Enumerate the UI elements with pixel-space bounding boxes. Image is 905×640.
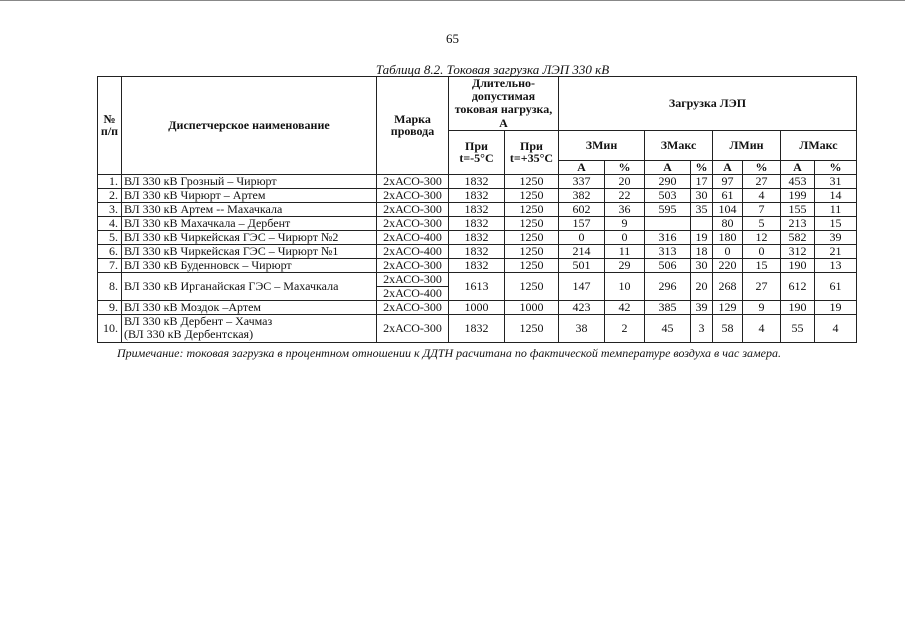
zmax-a: 595 (645, 202, 691, 216)
zmax-pct: 39 (691, 300, 713, 314)
current-plus35: 1250 (505, 314, 559, 342)
zmax-pct: 3 (691, 314, 713, 342)
zmin-a: 157 (559, 216, 605, 230)
lmin-pct: 27 (743, 272, 781, 300)
lmin-pct: 9 (743, 300, 781, 314)
zmax-a: 506 (645, 258, 691, 272)
zmin-a: 602 (559, 202, 605, 216)
header-unit-a: А (713, 160, 743, 174)
zmax-pct: 20 (691, 272, 713, 300)
lmin-a: 268 (713, 272, 743, 300)
line-name: ВЛ 330 кВ Ирганайская ГЭС – Махачкала (122, 272, 377, 300)
table-row (98, 216, 857, 230)
zmax-a: 45 (645, 314, 691, 342)
lmin-a: 104 (713, 202, 743, 216)
lmax-pct: 11 (815, 202, 857, 216)
zmin-a: 0 (559, 230, 605, 244)
header-unit-pct: % (605, 160, 645, 174)
header-zmax: ЗМакс (645, 130, 713, 160)
lmin-a: 220 (713, 258, 743, 272)
lmin-pct: 0 (743, 244, 781, 258)
current-minus5: 1832 (449, 258, 505, 272)
line-name: ВЛ 330 кВ Буденновск – Чирюрт (122, 258, 377, 272)
lmax-pct: 61 (815, 272, 857, 300)
lmin-pct: 12 (743, 230, 781, 244)
wire-type: 2хАСО-400 (377, 286, 449, 300)
lmin-a: 97 (713, 174, 743, 188)
row-number: 5. (98, 230, 122, 244)
line-name: ВЛ 330 кВ Махачкала – Дербент (122, 216, 377, 230)
lmax-a: 190 (781, 300, 815, 314)
current-minus5: 1832 (449, 230, 505, 244)
zmax-pct: 30 (691, 258, 713, 272)
row-number: 10. (98, 314, 122, 342)
zmax-a: 503 (645, 188, 691, 202)
line-name (122, 314, 377, 342)
lmax-a: 312 (781, 244, 815, 258)
wire-type: 2хАСО-300 (377, 300, 449, 314)
table-row (98, 300, 857, 314)
header-name: Диспетчерское наименование (122, 77, 377, 175)
zmin-a: 501 (559, 258, 605, 272)
lmin-pct: 7 (743, 202, 781, 216)
zmin-pct: 42 (605, 300, 645, 314)
current-minus5: 1832 (449, 174, 505, 188)
zmax-a: 313 (645, 244, 691, 258)
header-load: Загрузка ЛЭП (559, 77, 857, 131)
wire-type: 2хАСО-300 (377, 272, 449, 286)
zmax-a: 316 (645, 230, 691, 244)
lmin-pct: 15 (743, 258, 781, 272)
current-minus5: 1832 (449, 202, 505, 216)
zmax-pct: 35 (691, 202, 713, 216)
lmax-a: 190 (781, 258, 815, 272)
line-name: ВЛ 330 кВ Грозный – Чирюрт (122, 174, 377, 188)
header-wire: Марка провода (377, 77, 449, 175)
wire-type: 2хАСО-300 (377, 216, 449, 230)
wire-type: 2хАСО-300 (377, 202, 449, 216)
lmin-a: 0 (713, 244, 743, 258)
lmax-a: 453 (781, 174, 815, 188)
wire-type: 2хАСО-300 (377, 314, 449, 342)
lmin-pct: 4 (743, 188, 781, 202)
header-at-minus5: При t=-5°С (449, 130, 505, 174)
wire-type: 2хАСО-300 (377, 188, 449, 202)
lmax-pct: 15 (815, 216, 857, 230)
lmax-pct: 14 (815, 188, 857, 202)
zmax-pct: 17 (691, 174, 713, 188)
current-plus35: 1250 (505, 174, 559, 188)
lmin-a: 180 (713, 230, 743, 244)
lmin-a: 129 (713, 300, 743, 314)
lmax-a: 55 (781, 314, 815, 342)
zmin-pct: 11 (605, 244, 645, 258)
zmin-a: 337 (559, 174, 605, 188)
row-number: 6. (98, 244, 122, 258)
zmax-a: 290 (645, 174, 691, 188)
line-name: ВЛ 330 кВ Чиркейская ГЭС – Чирюрт №1 (122, 244, 377, 258)
line-name: ВЛ 330 кВ Чиркейская ГЭС – Чирюрт №2 (122, 230, 377, 244)
wire-type: 2хАСО-300 (377, 174, 449, 188)
current-plus35: 1000 (505, 300, 559, 314)
header-allowed: Длительно-допустимая токовая нагрузка, А (449, 77, 559, 131)
table-row (98, 202, 857, 216)
lmax-pct: 4 (815, 314, 857, 342)
wire-type: 2хАСО-400 (377, 230, 449, 244)
table-row (98, 188, 857, 202)
load-table (97, 76, 857, 343)
lmax-pct: 31 (815, 174, 857, 188)
header-at-plus35: При t=+35°С (505, 130, 559, 174)
current-minus5: 1832 (449, 216, 505, 230)
lmin-pct: 4 (743, 314, 781, 342)
row-number: 9. (98, 300, 122, 314)
table-row (98, 244, 857, 258)
header-unit-pct: % (743, 160, 781, 174)
row-number: 1. (98, 174, 122, 188)
zmin-a: 38 (559, 314, 605, 342)
zmin-pct: 20 (605, 174, 645, 188)
table-row (98, 174, 857, 188)
current-minus5: 1832 (449, 314, 505, 342)
table-caption: Таблица 8.2. Токовая загрузка ЛЭП 330 кВ (375, 62, 610, 77)
current-plus35: 1250 (505, 216, 559, 230)
line-name: ВЛ 330 кВ Моздок –Артем (122, 300, 377, 314)
lmax-a: 582 (781, 230, 815, 244)
zmin-a: 147 (559, 272, 605, 300)
zmax-a: 385 (645, 300, 691, 314)
lmax-a: 199 (781, 188, 815, 202)
zmin-pct: 0 (605, 230, 645, 244)
table-row (98, 272, 857, 286)
header-lmin: ЛМин (713, 130, 781, 160)
zmin-a: 423 (559, 300, 605, 314)
lmin-a: 80 (713, 216, 743, 230)
current-minus5: 1832 (449, 244, 505, 258)
line-name-primary: ВЛ 330 кВ Дербент – Хачмаз (124, 314, 273, 329)
lmax-pct: 21 (815, 244, 857, 258)
wire-type: 2хАСО-400 (377, 244, 449, 258)
page-number: 65 (446, 31, 459, 46)
header-lmax: ЛМакс (781, 130, 857, 160)
table-row (98, 314, 857, 342)
table-row (98, 258, 857, 272)
current-plus35: 1250 (505, 188, 559, 202)
zmin-pct: 10 (605, 272, 645, 300)
line-name: ВЛ 330 кВ Чирюрт – Артем (122, 188, 377, 202)
current-minus5: 1613 (449, 272, 505, 300)
header-zmin: ЗМин (559, 130, 645, 160)
zmax-a: 296 (645, 272, 691, 300)
zmax-pct: 19 (691, 230, 713, 244)
header-unit-pct: % (691, 160, 713, 174)
lmax-pct: 39 (815, 230, 857, 244)
scan-edge (0, 0, 905, 1)
header-unit-a: А (559, 160, 605, 174)
header-unit-a: А (645, 160, 691, 174)
zmin-pct: 36 (605, 202, 645, 216)
line-name: ВЛ 330 кВ Артем -- Махачкала (122, 202, 377, 216)
line-name-alias: (ВЛ 330 кВ Дербентская) (124, 327, 254, 342)
zmin-pct: 9 (605, 216, 645, 230)
zmax-pct: 30 (691, 188, 713, 202)
current-minus5: 1000 (449, 300, 505, 314)
row-number: 4. (98, 216, 122, 230)
lmax-a: 213 (781, 216, 815, 230)
zmin-pct: 22 (605, 188, 645, 202)
lmin-pct: 5 (743, 216, 781, 230)
zmax-pct: 18 (691, 244, 713, 258)
table-row (98, 230, 857, 244)
zmin-pct: 2 (605, 314, 645, 342)
row-number: 7. (98, 258, 122, 272)
lmin-a: 58 (713, 314, 743, 342)
row-number: 3. (98, 202, 122, 216)
wire-type: 2хАСО-300 (377, 258, 449, 272)
zmin-pct: 29 (605, 258, 645, 272)
lmax-a: 612 (781, 272, 815, 300)
current-plus35: 1250 (505, 202, 559, 216)
current-minus5: 1832 (449, 188, 505, 202)
header-num: № п/п (98, 77, 122, 175)
current-plus35: 1250 (505, 258, 559, 272)
row-number: 2. (98, 188, 122, 202)
zmin-a: 214 (559, 244, 605, 258)
current-plus35: 1250 (505, 272, 559, 300)
lmax-a: 155 (781, 202, 815, 216)
lmin-a: 61 (713, 188, 743, 202)
zmax-a (645, 216, 691, 230)
table-note: Примечание: токовая загрузка в процентном отношении к ДДТН расчитана по фактической температуре воздуха в час замера. (117, 346, 781, 360)
zmin-a: 382 (559, 188, 605, 202)
lmax-pct: 13 (815, 258, 857, 272)
lmax-pct: 19 (815, 300, 857, 314)
current-plus35: 1250 (505, 244, 559, 258)
lmin-pct: 27 (743, 174, 781, 188)
zmax-pct (691, 216, 713, 230)
header-unit-pct: % (815, 160, 857, 174)
header-unit-a: А (781, 160, 815, 174)
current-plus35: 1250 (505, 230, 559, 244)
row-number: 8. (98, 272, 122, 300)
